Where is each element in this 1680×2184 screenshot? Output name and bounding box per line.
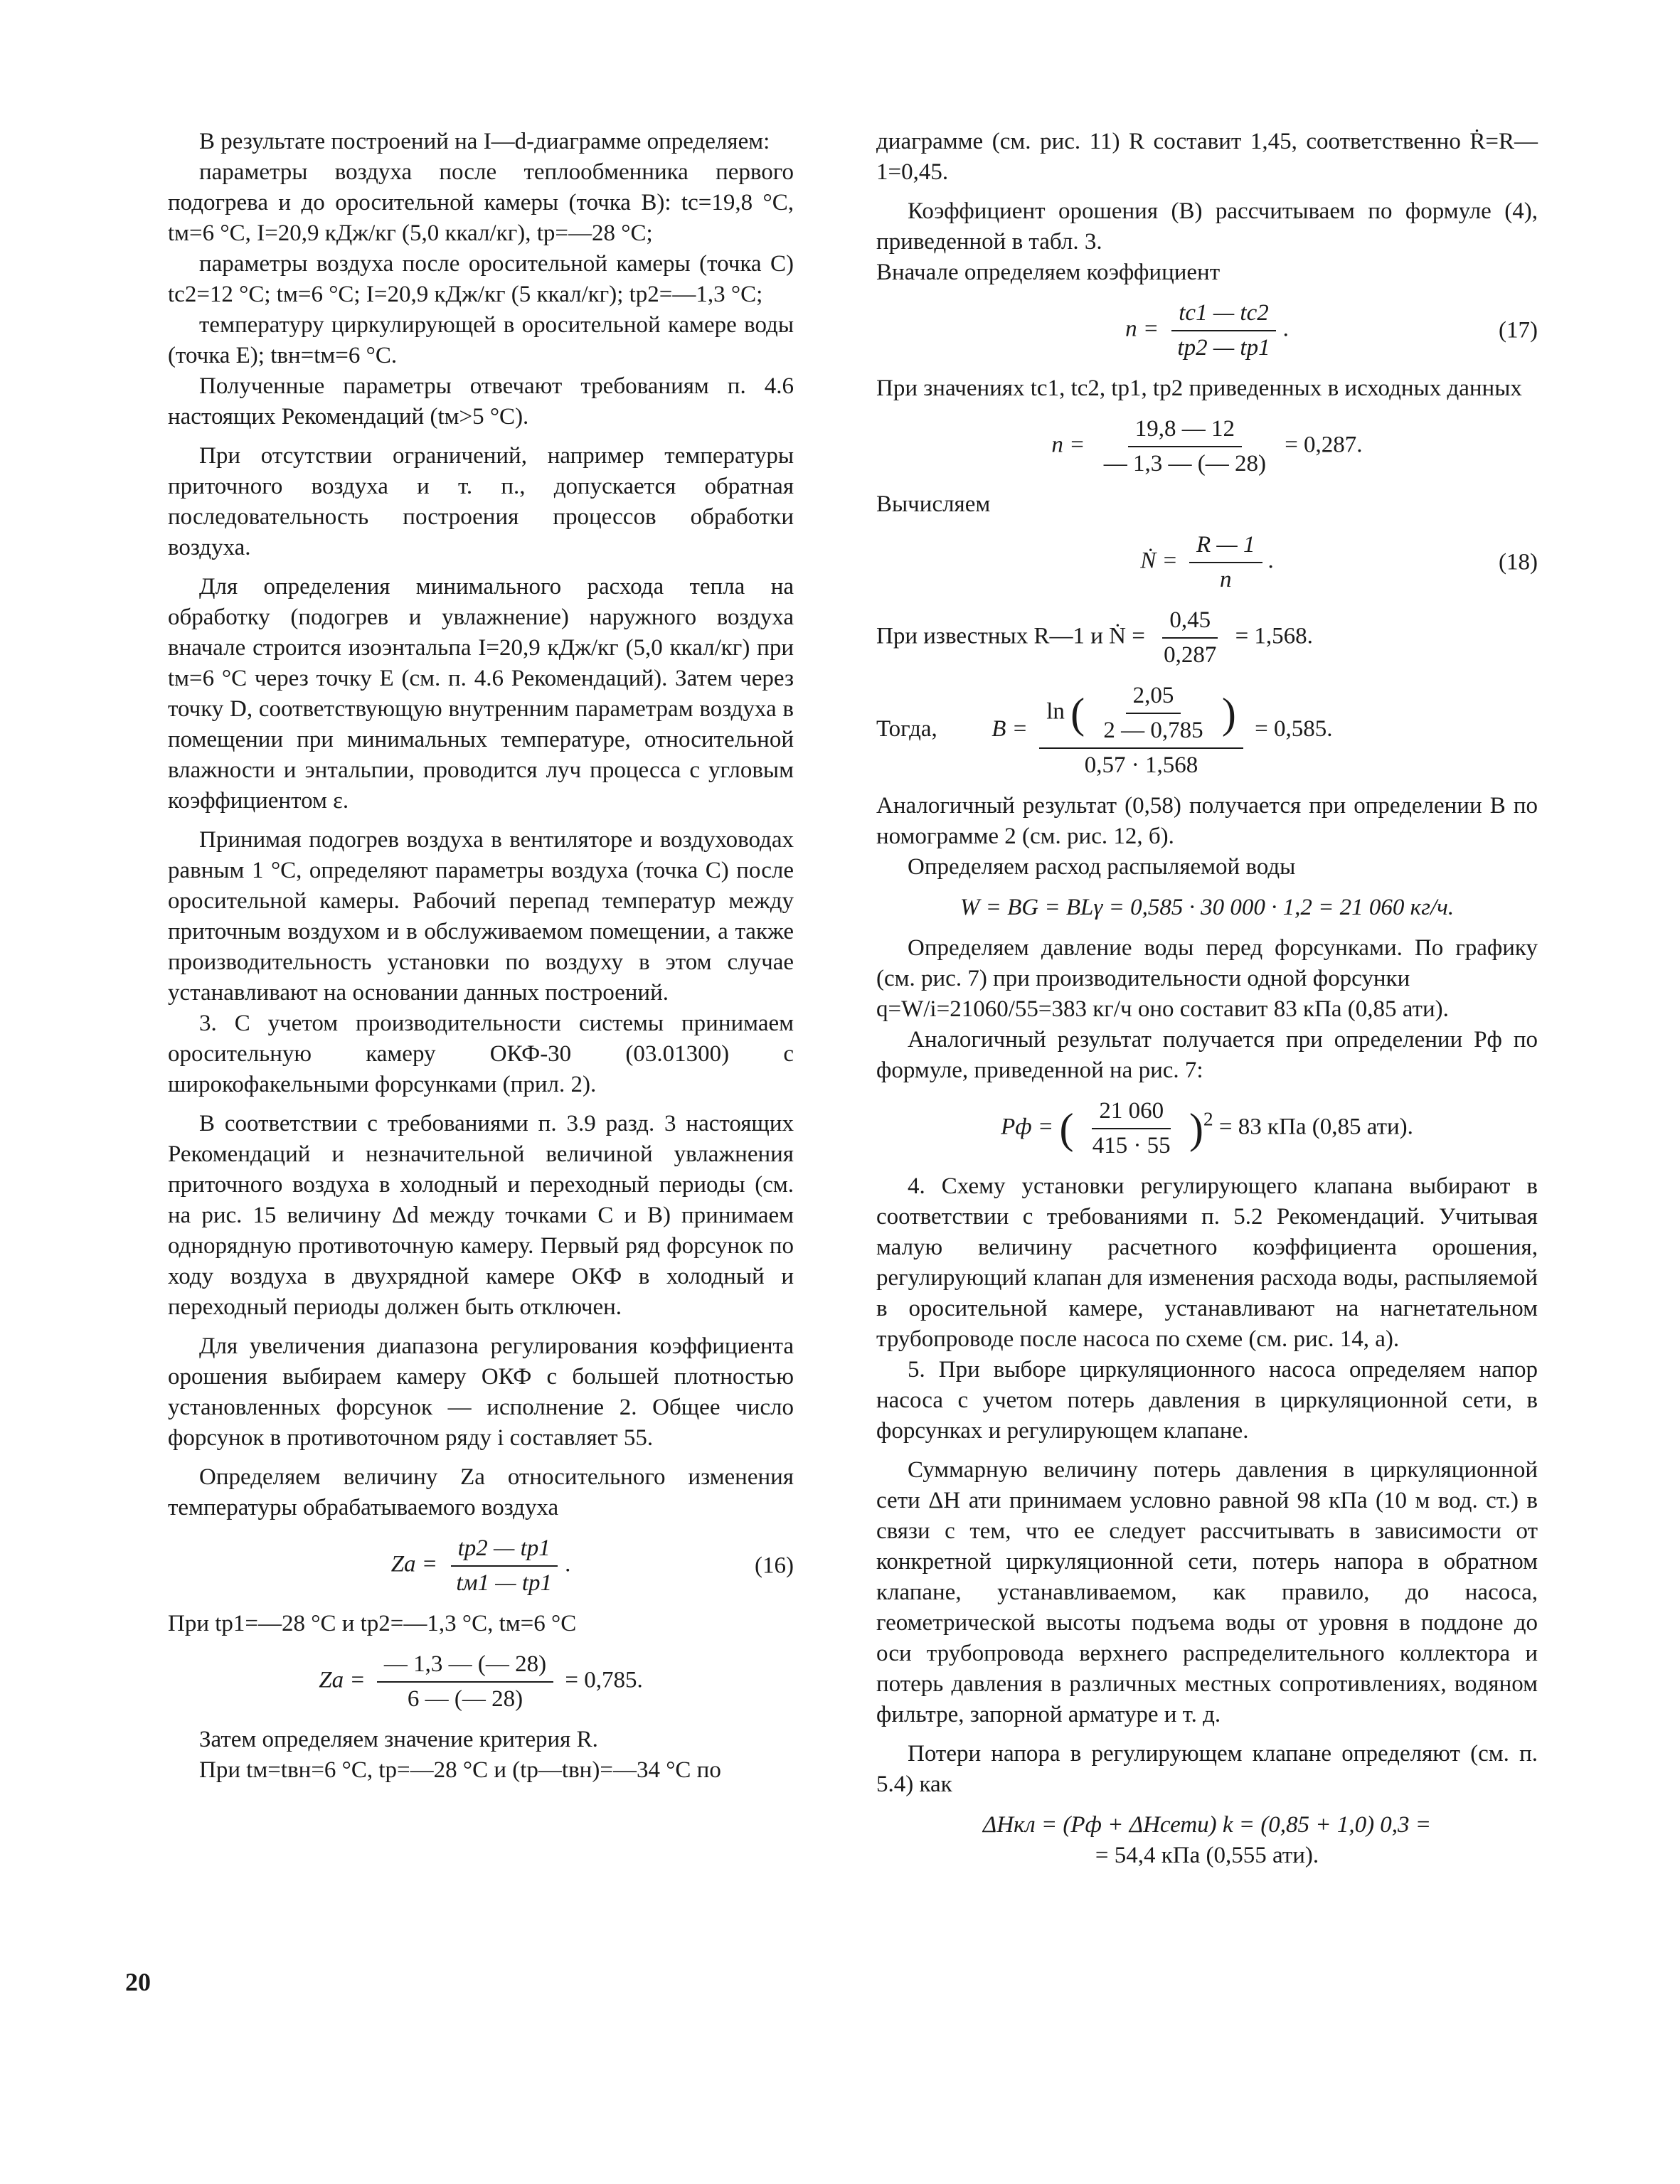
numerator: tс1 — tс2 xyxy=(1171,298,1275,331)
paragraph: Для определения минимального расхода тепла на обработку (подогрев и увлажнение) наружного воздуха вначале строится изоэнтальпа I=20,9 кДж/кг (5,0 ккал/кг) при tм=6 °С через точку E (см. п. 4.6 Рекомендаций). Затем через точку D, соответствующую внутренним параметрам воздуха в помещении при минимальных температуре, относительной влажности и энтальпии, проводится луч процесса с угловым коэффициентом ε. xyxy=(168,574,794,814)
paragraph: Определяем расход распыляемой воды xyxy=(908,854,1296,880)
right-paren: ) xyxy=(1189,1105,1203,1152)
formula-17: n = $\frac{tс1 — tс2}{tр2 — tр1}$ . (17) xyxy=(876,298,1538,363)
paragraph: Аналогичный результат получается при определении Pф по формуле, приведенной на рис. 7: xyxy=(876,1027,1538,1083)
formula-kl-line1 xyxy=(876,1810,1538,1841)
formula-n-dot xyxy=(876,605,1538,671)
fraction xyxy=(1170,298,1277,363)
left-column xyxy=(168,127,794,1786)
paragraph: При отсутствии ограничений, например температуры приточного воздуха и т. п., допускается обратная последовательность построения процессов обработки воздуха. xyxy=(168,443,794,560)
formula-18: Ṅ = $\frac{R — 1}{n}$ . (18) xyxy=(876,530,1538,595)
formula-lead: При известных R—1 и Ṅ = xyxy=(876,623,1145,649)
fraction xyxy=(1157,605,1223,671)
paragraph: Определяем величину Zа относительного изменения температуры обрабатываемого воздуха xyxy=(168,1464,794,1520)
formula-w xyxy=(876,893,1538,923)
fraction xyxy=(449,1533,559,1599)
equation-number: (17) xyxy=(1499,317,1538,343)
paragraph: q=W/i=21060/55=383 кг/ч оно составит 83 кПа (0,85 ати). xyxy=(876,996,1449,1022)
equation-number: (18) xyxy=(1499,549,1538,575)
paragraph: При tм=tвн=6 °С, tр=—28 °С и (tр—tвн)=—34 °С по xyxy=(199,1757,721,1783)
formula-rhs: = 0,785. xyxy=(565,1667,643,1693)
paragraph: В результате построений на I—d-диаграмме определяем: xyxy=(199,129,770,154)
paragraph: Для увеличения диапазона регулирования коэффициента орошения выбираем камеру ОКФ с большей плотностью установленных форсунок — исполнение 2. Общее число форсунок в противоточном ряду i составляет 55. xyxy=(168,1333,794,1451)
paragraph: диаграмме (см. рис. 11) R составит 1,45, соответственно Ṙ=R—1=0,45. xyxy=(876,129,1538,185)
paragraph: температуру циркулирующей в оросительной камере воды (точка E); tвн=tм=6 °С. xyxy=(168,312,794,368)
formula-lhs: n = xyxy=(1125,316,1159,342)
fraction xyxy=(1039,681,1243,781)
paragraph: 3. С учетом производительности системы принимаем оросительную камеру ОКФ-30 (03.01300) с широкофакельными форсунками (прил. 2). xyxy=(168,1011,794,1097)
paragraph: Аналогичный результат (0,58) получается при определении B по номограмме 2 (см. рис. 12, б). xyxy=(876,793,1538,849)
denominator: 0,57 · 1,568 xyxy=(1084,752,1198,778)
paragraph: В соответствии с требованиями п. 3.9 разд. 3 настоящих Рекомендаций и незначительной величиной увлажнения приточного воздуха в холодный и переходный периоды (см. на рис. 15 величину Δd между точками C и B) принимаем однорядную противоточную камеру. Первый ряд форсунок по ходу воздуха в двухрядной камере ОКФ в холодный и переходный периоды должен быть отключен. xyxy=(168,1111,794,1320)
fraction xyxy=(1085,1096,1178,1161)
exponent: 2 xyxy=(1203,1107,1213,1130)
page-number: 20 xyxy=(125,1968,151,1996)
formula-lhs: Pф = xyxy=(1001,1114,1054,1140)
denominator: 415 · 55 xyxy=(1092,1133,1171,1158)
formula-kl-line2 xyxy=(876,1841,1538,1871)
numerator: R — 1 xyxy=(1189,530,1262,563)
formula-rhs: = 0,585. xyxy=(1255,716,1333,742)
numerator: 19,8 — 12 xyxy=(1128,414,1242,447)
paragraph: Вычисляем xyxy=(876,491,991,517)
denominator: n xyxy=(1220,567,1232,592)
formula-rhs: = 83 кПа (0,85 ати). xyxy=(1218,1114,1413,1140)
paragraph: Суммарную величину потерь давления в циркуляционной сети ΔH ати принимаем условно равной 98 кПа (10 м вод. ст.) в связи с тем, что ее следует рассчитывать в зависимости от конкретной циркуляционной сети, потерь напора в обратном клапане, устанавливаемом, как правило, до насоса, геометрической высоты подъема воды от уровня в поддоне до оси трубопровода верхнего распределительного коллектора и потерь давления в различных местных сопротивлениях, водяном фильтре, запорной арматуре и т. д. xyxy=(876,1457,1538,1727)
formula-lhs: B = xyxy=(991,716,1028,742)
fraction xyxy=(377,1649,553,1715)
formula-rhs: = 1,568. xyxy=(1235,623,1313,649)
paragraph: Потери напора в регулирующем клапане определяют (см. п. 5.4) как xyxy=(876,1741,1538,1797)
formula-lhs: Ṅ = xyxy=(1140,548,1178,574)
formula-lhs: Zа = xyxy=(390,1551,438,1577)
left-paren: ( xyxy=(1070,690,1085,737)
formula-p xyxy=(876,1096,1538,1161)
formula-text: W = BG = BLγ = 0,585 · 30 000 · 1,2 = 21 060 кг/ч. xyxy=(959,895,1455,920)
denominator: tр2 — tр1 xyxy=(1177,335,1270,361)
paragraph: Принимая подогрев воздуха в вентиляторе и воздуховодах равным 1 °С, определяют параметры воздуха (точка C) после оросительной камеры. Рабочий перепад температур между приточным воздухом и в обслуживаемом помещении, а также производительность установки по воздуху в этом случае устанавливают на основании данных построений. xyxy=(168,827,794,1006)
paragraph: При значениях tс1, tс2, tр1, tр2 приведенных в исходных данных xyxy=(876,375,1522,401)
formula-17-calc xyxy=(876,414,1538,479)
paragraph: Полученные параметры отвечают требованиям п. 4.6 настоящих Рекомендаций (tм>5 °С). xyxy=(168,373,794,430)
numerator: 2,05 xyxy=(1126,681,1181,714)
paragraph: 5. При выборе циркуляционного насоса определяем напор насоса с учетом потерь давления в циркуляционной сети, в форсунках и регулирующем клапане. xyxy=(876,1357,1538,1444)
inner-fraction xyxy=(1096,681,1210,746)
formula-rhs: = 0,287. xyxy=(1285,432,1363,458)
left-paren: ( xyxy=(1059,1105,1074,1152)
denominator: 2 — 0,785 xyxy=(1103,718,1203,743)
paragraph: параметры воздуха после оросительной камеры (точка C) tс2=12 °С; tм=6 °С; I=20,9 кДж/кг (5 ккал/кг); tр2=—1,3 °С; xyxy=(168,251,794,307)
paragraph: Определяем давление воды перед форсунками. По графику (см. рис. 7) при производительности одной форсунки xyxy=(876,935,1538,991)
paragraph: При tр1=—28 °С и tр2=—1,3 °С, tм=6 °С xyxy=(168,1611,577,1636)
right-paren: ) xyxy=(1221,690,1236,737)
formula-lhs: Zа = xyxy=(319,1667,366,1693)
denominator: tм1 — tр1 xyxy=(456,1570,553,1596)
right-column xyxy=(876,127,1538,1881)
formula-lhs: n = xyxy=(1051,432,1085,458)
fraction xyxy=(1097,414,1273,479)
fraction xyxy=(1189,530,1262,595)
formula-lead: Тогда, xyxy=(876,716,937,742)
denominator: 6 — (— 28) xyxy=(407,1686,523,1712)
numerator: — 1,3 — (— 28) xyxy=(377,1649,553,1683)
paragraph: Затем определяем значение критерия R. xyxy=(199,1727,598,1752)
formula-text: ΔHкл = (Pф + ΔHсети) k = (0,85 + 1,0) 0,3 = xyxy=(982,1812,1432,1838)
denominator: — 1,3 — (— 28) xyxy=(1103,451,1266,476)
denominator: 0,287 xyxy=(1164,642,1217,668)
formula-text: = 54,4 кПа (0,555 ати). xyxy=(1095,1843,1319,1868)
numerator: 0,45 xyxy=(1162,605,1218,639)
numerator: 21 060 xyxy=(1092,1096,1171,1129)
numerator xyxy=(1039,681,1243,749)
formula-b xyxy=(876,681,1538,781)
paragraph: параметры воздуха после теплообменника первого подогрева и до оросительной камеры (точка B): tс=19,8 °С, tм=6 °С, I=20,9 кДж/кг (5,0 ккал/кг), tр=—28 °С; xyxy=(168,159,794,246)
numerator: tр2 — tр1 xyxy=(451,1533,558,1567)
paragraph: 4. Схему установки регулирующего клапана выбирают в соответствии с требованиями п. 5.2 Рекомендаций. Учитывая малую величину расчетного коэффициента орошения, регулирующий клапан для изменения расхода воды, распыляемой в оросительной камере, устанавливают на нагнетательном трубопроводе после насоса по схеме (см. рис. 14, а). xyxy=(876,1173,1538,1352)
ln-operator: ln xyxy=(1046,698,1065,725)
formula-16: Zа = $\frac{tр2 — tр1}{tм1 — tр1}$ . (16) xyxy=(168,1533,794,1599)
paragraph: Вначале определяем коэффициент xyxy=(876,260,1221,285)
paragraph: Коэффициент орошения (B) рассчитываем по формуле (4), приведенной в табл. 3. xyxy=(876,198,1538,255)
equation-number: (16) xyxy=(755,1552,794,1579)
formula-16-calc xyxy=(168,1649,794,1715)
